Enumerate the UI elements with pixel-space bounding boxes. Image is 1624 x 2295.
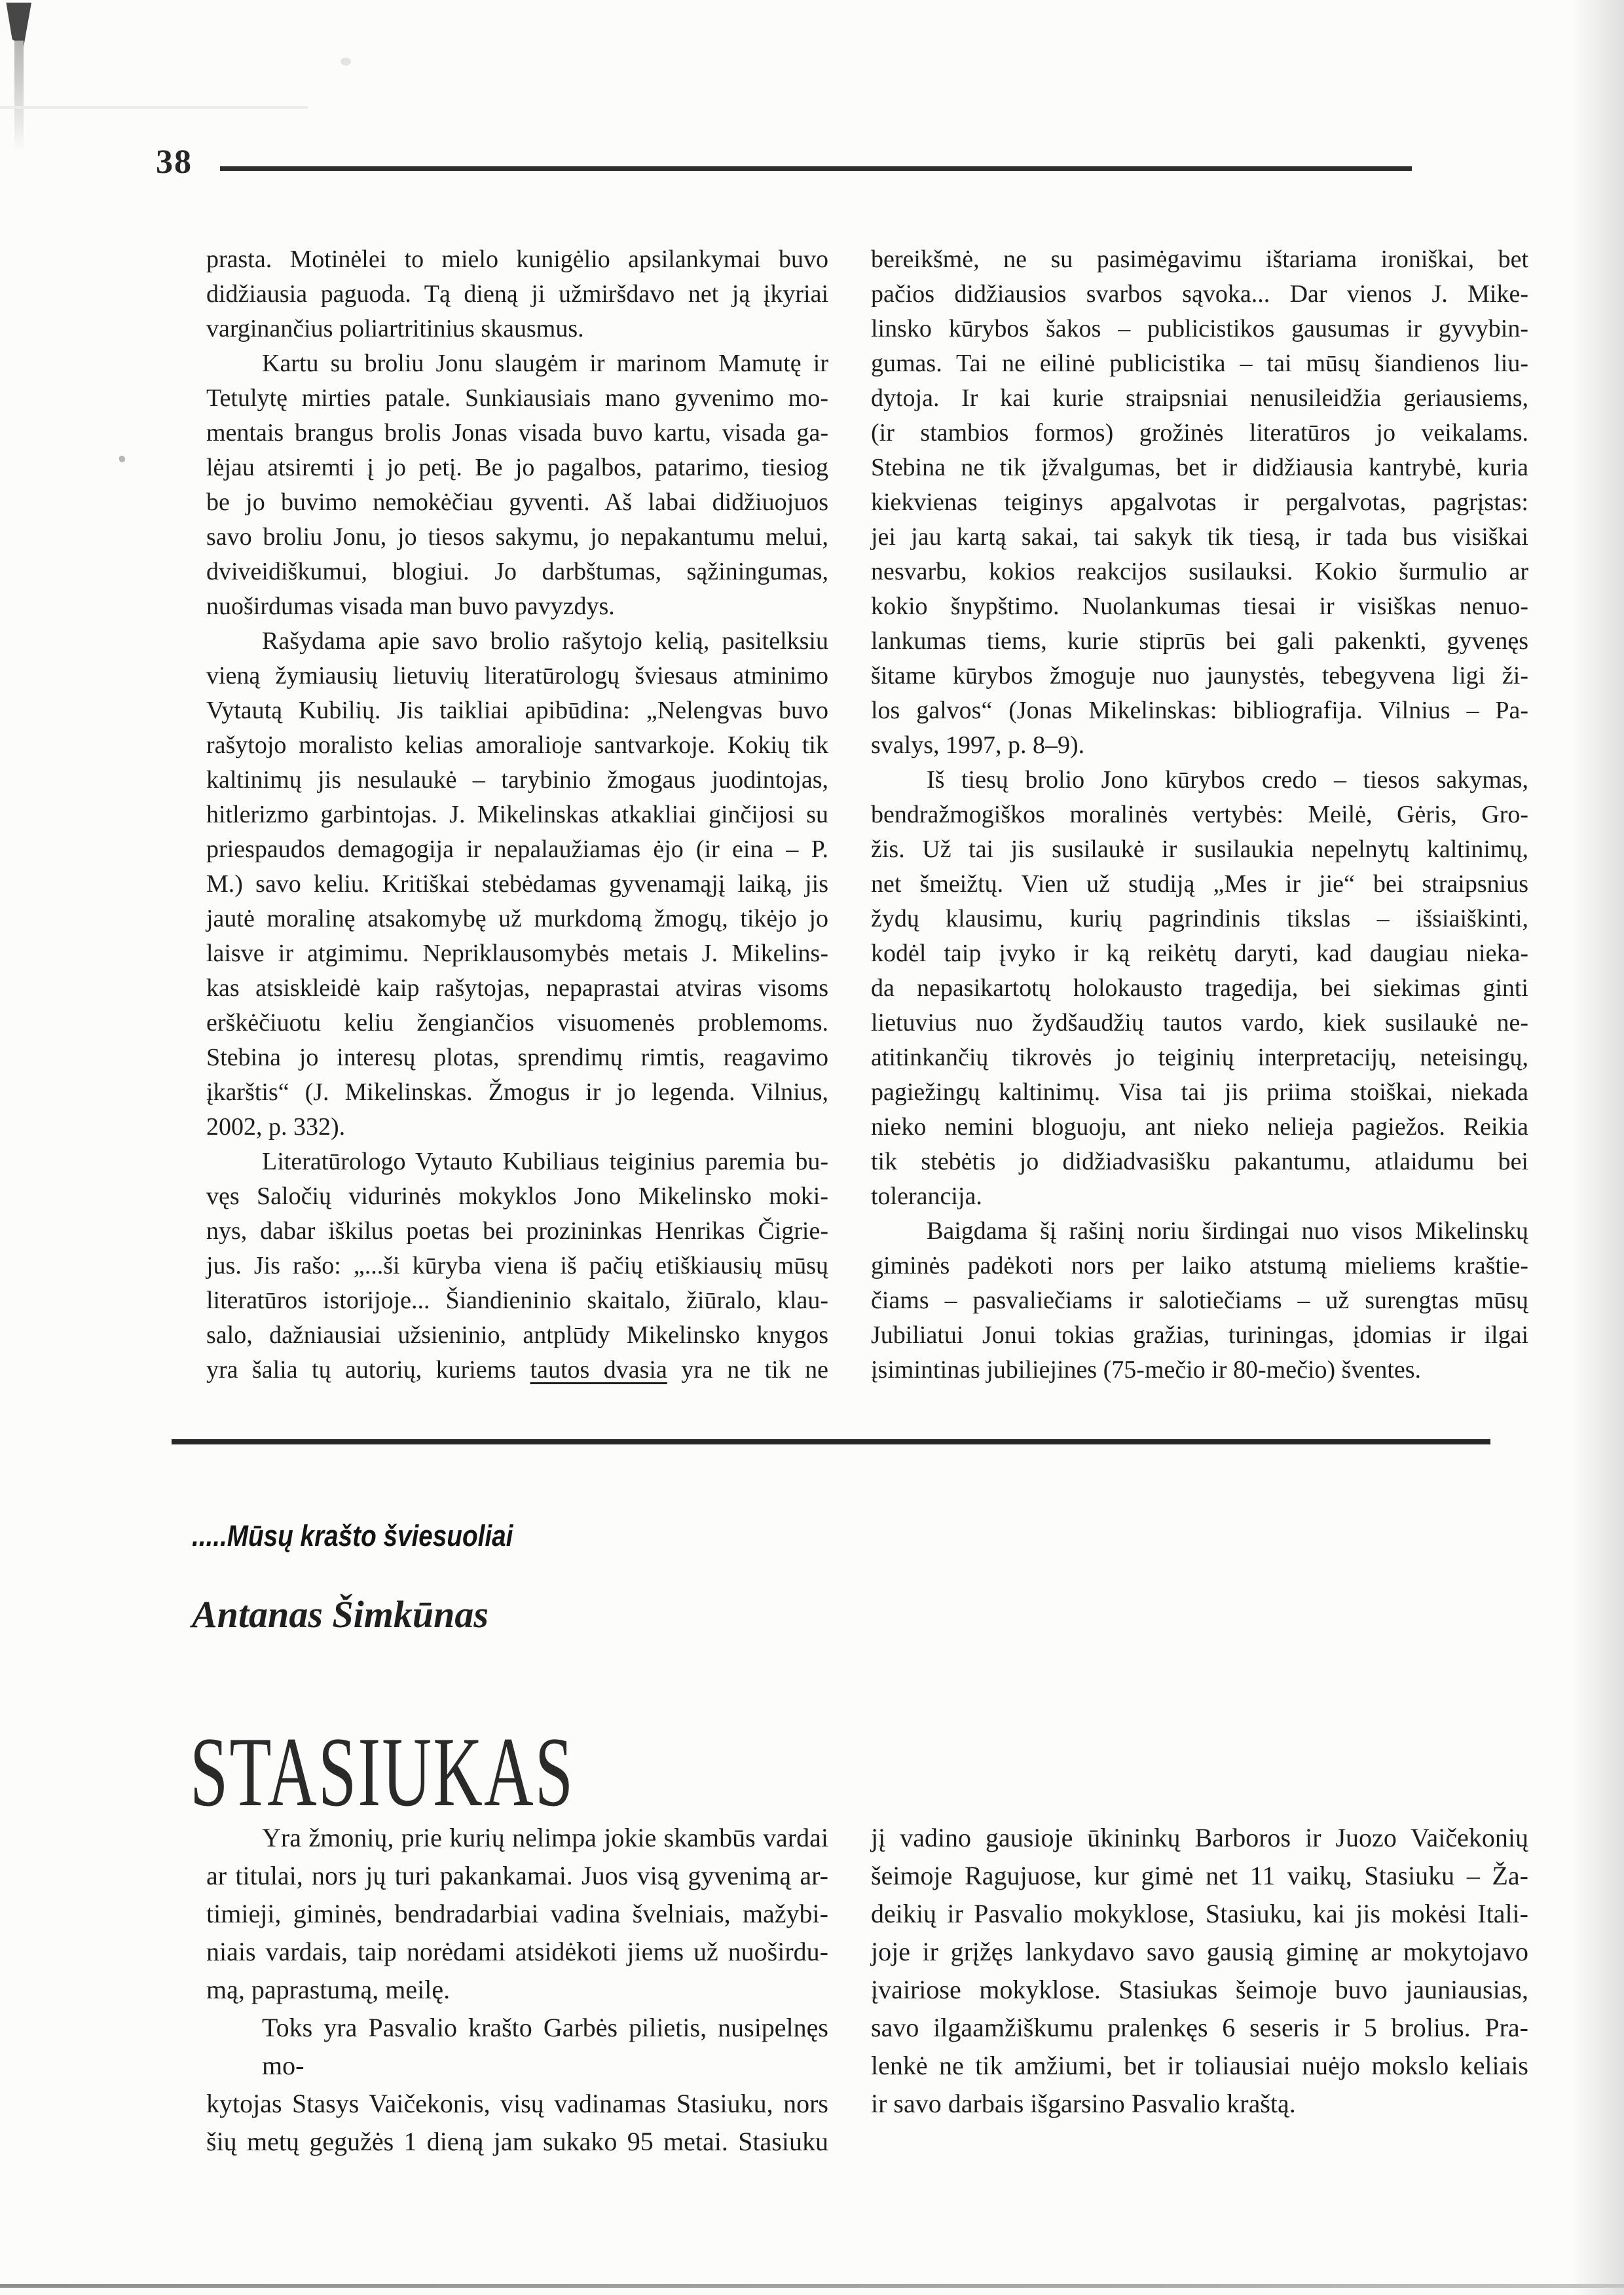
- text-line: kodėl taip įvyko ir ką reikėtų daryti, kad daugiau nieka-: [871, 940, 1528, 967]
- text-line: hitlerizmo garbintojas. J. Mikelinskas atkakliai ginčijosi su: [206, 801, 828, 828]
- article-column-top-right: [871, 242, 1528, 1387]
- text-line: savo broliu Jonu, jo tiesos sakymu, jo nepakantumu melui,: [206, 523, 828, 551]
- text-line: pagiežingų kaltinimų. Visa tai jis priima stoiškai, niekada: [871, 1078, 1528, 1106]
- text-line: mą, paprastumą, meilę.: [206, 1975, 451, 2004]
- scan-edge-shadow: [1572, 0, 1624, 2295]
- text-line: rašytojo moralisto kelias amoralioje santvarkoje. Kokių tik: [206, 731, 828, 759]
- text-line: ir savo darbais išgarsino Pasvalio kraštą.: [871, 2089, 1296, 2118]
- text-line: M.) savo keliu. Kritiškai stebėdamas gyvenamąjį laiką, jis: [206, 870, 828, 898]
- article-column-bottom-left: [206, 1819, 828, 2161]
- text-line: jį vadino gausioje ūkininkų Barboros ir Juozo Vaičekonių: [871, 1823, 1528, 1852]
- text-line: net šmeižtų. Vien už studiją „Mes ir jie“ bei straipsnius: [871, 870, 1528, 898]
- text-line: salo, dažniausiai užsieninio, antplūdy Mikelinsko knygos: [206, 1321, 828, 1349]
- text-line: nuoširdumas visada man buvo pavyzdys.: [206, 593, 615, 620]
- section-divider-rule: [172, 1439, 1490, 1444]
- section-kicker: .....Mūsų krašto šviesuoliai: [192, 1519, 513, 1552]
- text-line: Baigdama šį rašinį noriu širdingai nuo visos Mikelinskų: [927, 1217, 1528, 1245]
- text-line: žis. Už tai jis susilaukė ir susilaukia nepelnytų kaltinimų,: [871, 835, 1528, 863]
- text-line: tik stebėtis jo didžiadvasišku pakantumu, atlaidumu bei: [871, 1148, 1528, 1175]
- text-line: bendražmogiškos moralinės vertybės: Meilė, Gėris, Gro-: [871, 801, 1528, 828]
- text-line: kaltinimų jis nesulaukė – tarybinio žmogaus juodintojas,: [206, 766, 828, 794]
- text-line: tolerancija.: [871, 1183, 982, 1210]
- text-line: kiekvienas teiginys apgalvotas ir pergalvotas, pagrįstas:: [871, 488, 1528, 516]
- text-line: giminės padėkoti nors per laiko atstumą mieliems kraštie-: [871, 1252, 1528, 1279]
- text-line: Rašydama apie savo brolio rašytojo kelią, pasitelksiu: [262, 627, 828, 655]
- text-line: dytoja. Ir kai kurie straipsniai nenusileidžia geriausiems,: [871, 384, 1528, 412]
- text-line: gumas. Tai ne eilinė publicistika – tai mūsų šiandienos liu-: [871, 350, 1528, 377]
- text-line: timieji, giminės, bendradarbiai vadina švelniais, mažybi-: [206, 1899, 828, 1928]
- scan-artifact-smudge: [14, 41, 24, 152]
- text-line: lėjau atsiremti į jo petį. Be jo pagalbos, patarimo, tiesiog: [206, 454, 828, 481]
- text-line: jei jau kartą sakai, tai sakyk tik tiesą, ir tada bus visiškai: [871, 523, 1528, 551]
- text-line: deikių ir Pasvalio mokyklose, Stasiuku, kai jis mokėsi Itali-: [871, 1899, 1528, 1928]
- text-line: vieną žymiausių lietuvių literatūrologų šviesaus atminimo: [206, 662, 828, 689]
- text-line: ar titulai, nors jų turi pakankamai. Juos visą gyvenimą ar-: [206, 1861, 828, 1890]
- text-line: mentais brangus brolis Jonas visada buvo kartu, visada ga-: [206, 419, 828, 447]
- text-line: Stebina jo interesų plotas, sprendimų rimtis, reagavimo: [206, 1044, 828, 1071]
- text-line: kas atsiskleidė kaip rašytojas, nepaprastai atviras visoms: [206, 974, 828, 1002]
- text-line: lenkė ne tik amžiumi, bet ir toliausiai nuėjo mokslo keliais: [871, 2051, 1528, 2080]
- text-line: priespaudos demagogija ir nepalaužiamas ėjo (ir eina – P.: [206, 835, 828, 863]
- text-line: varginančius poliartritinius skausmus.: [206, 315, 584, 342]
- text-line: kokio šnypštimo. Nuolankumas tiesai ir visiškas nenuo-: [871, 593, 1528, 620]
- text-line: žydų klausimu, kurių pagrindinis tikslas – išsiaiškinti,: [871, 905, 1528, 932]
- text-line: įvairiose mokyklose. Stasiukas šeimoje buvo jauniausias,: [871, 1975, 1528, 2004]
- text-line: Stebina ne tik įžvalgumas, bet ir didžiausia kantrybė, kuria: [871, 454, 1528, 481]
- text-line: vęs Saločių vidurinės mokyklos Jono Mikelinsko moki-: [206, 1183, 828, 1210]
- scan-artifact-speck: [119, 456, 125, 462]
- text-line: įkarštis“ (J. Mikelinskas. Žmogus ir jo legenda. Vilnius,: [206, 1078, 828, 1106]
- text-line: 2002, p. 332).: [206, 1113, 346, 1141]
- text-line: Kartu su broliu Jonu slaugėm ir marinom Mamutę ir: [262, 350, 828, 377]
- text-line: nieko nemini bloguoju, ant nieko nelieja pagiežos. Reikia: [871, 1113, 1528, 1141]
- text-line: lankumas tiems, kurie stiprūs bei gali pakenkti, gyvenęs: [871, 627, 1528, 655]
- text-line: Iš tiesų brolio Jono kūrybos credo – tiesos sakymas,: [927, 766, 1528, 794]
- text-line: los galvos“ (Jonas Mikelinskas: bibliografija. Vilnius – Pa-: [871, 697, 1528, 724]
- text-line: linsko kūrybos šakos – publicistikos gausumas ir gyvybin-: [871, 315, 1528, 342]
- text-line: šeimoje Ragujuose, kur gimė net 11 vaikų, Stasiuku – Ža-: [871, 1861, 1528, 1890]
- text-line: Toks yra Pasvalio krašto Garbės pilietis, nusipelnęs mo-: [262, 2013, 828, 2080]
- scan-artifact-speck: [341, 58, 351, 65]
- text-line: čiams – pasvaliečiams ir salotiečiams – už surengtas mūsų: [871, 1287, 1528, 1314]
- text-line: jus. Jis rašo: „...ši kūryba viena iš pačių etiškiausių mūsų: [206, 1252, 828, 1279]
- text-line: da nepasikartotų holokausto tragedija, bei siekimas ginti: [871, 974, 1528, 1002]
- text-line: be jo buvimo nemokėčiau gyventi. Aš labai didžiuojuos: [206, 488, 828, 516]
- text-line: kytojas Stasys Vaičekonis, visų vadinamas Stasiuku, nors: [206, 2089, 828, 2118]
- text-line: yra šalia tų autorių, kuriems tautos dvasia yra ne tik ne: [206, 1356, 828, 1384]
- text-line: šių metų gegužės 1 dieną jam sukako 95 metai. Stasiuku: [206, 2127, 828, 2156]
- text-line: bereikšmė, ne su pasimėgavimu ištariama ironiškai, bet: [871, 246, 1528, 273]
- text-line: (ir stambios formos) grožinės literatūros jo veikalams.: [871, 419, 1528, 447]
- text-line: Jubiliatui Jonui tokias gražias, turiningas, įdomias ir ilgai: [871, 1321, 1528, 1349]
- text-line: literatūros istorijoje... Šiandieninio skaitalo, žiūralo, klau-: [206, 1287, 828, 1314]
- text-line: prasta. Motinėlei to mielo kunigėlio apsilankymai buvo: [206, 246, 828, 273]
- text-line: Yra žmonių, prie kurių nelimpa jokie skambūs vardai: [262, 1823, 828, 1852]
- text-line: savo ilgaamžiškumu pralenkęs 6 seseris ir 5 brolius. Pra-: [871, 2013, 1528, 2042]
- text-line: laisve ir atgimimu. Nepriklausomybės metais J. Mikelins-: [206, 940, 828, 967]
- article-column-bottom-right: [871, 1819, 1528, 2123]
- text-line: pačios didžiausios svarbos sąvoka... Dar vienos J. Mike-: [871, 280, 1528, 308]
- text-line: nys, dabar iškilus poetas bei prozininkas Henrikas Čigrie-: [206, 1217, 828, 1245]
- text-line: nesvarbu, kokios reakcijos susilauksi. Kokio šurmulio ar: [871, 558, 1528, 585]
- text-line: šitame kūrybos žmoguje nuo jaunystės, tebegyvena ligi ži-: [871, 662, 1528, 689]
- text-line: niais vardais, taip norėdami atsidėkoti jiems už nuoširdu-: [206, 1937, 828, 1966]
- article-author: Antanas Šimkūnas: [192, 1593, 489, 1636]
- text-line: atitinkančių tikrovės jo teiginių interpretacijų, neteisingų,: [871, 1044, 1528, 1071]
- text-line: jautė moralinę atsakomybę už murkdomą žmogų, tikėjo jo: [206, 905, 828, 932]
- scan-artifact-streak: [0, 106, 308, 109]
- text-line: įsimintinas jubiliejines (75-mečio ir 80-mečio) šventes.: [871, 1356, 1422, 1384]
- text-line: svalys, 1997, p. 8–9).: [871, 731, 1085, 759]
- header-rule: [220, 166, 1412, 171]
- text-line: erškėčiuotu keliu žengiančios visuomenės problemoms.: [206, 1009, 828, 1037]
- text-line: lietuvius nuo žydšaudžių tautos vardo, kiek susilaukė ne-: [871, 1009, 1528, 1037]
- article-column-top-left: [206, 242, 828, 1387]
- page-number: 38: [156, 143, 193, 181]
- text-line: Vytautą Kubilių. Jis taikliai apibūdina: „Nelengvas buvo: [206, 697, 828, 724]
- text-line: joje ir grįžęs lankydavo savo gausią giminę ar mokytojavo: [871, 1937, 1528, 1966]
- text-line: Literatūrologo Vytauto Kubiliaus teiginius paremia bu-: [262, 1148, 828, 1175]
- text-line: Tetulytę mirties patale. Sunkiausiais mano gyvenimo mo-: [206, 384, 828, 412]
- scan-edge-line: [0, 2284, 1624, 2288]
- article-title: STASIUKAS: [190, 1717, 575, 1827]
- text-line: didžiausia paguoda. Tą dieną ji užmiršdavo net ją įkyriai: [206, 280, 828, 308]
- text-line: dviveidiškumui, blogiui. Jo darbštumas, sąžiningumas,: [206, 558, 828, 585]
